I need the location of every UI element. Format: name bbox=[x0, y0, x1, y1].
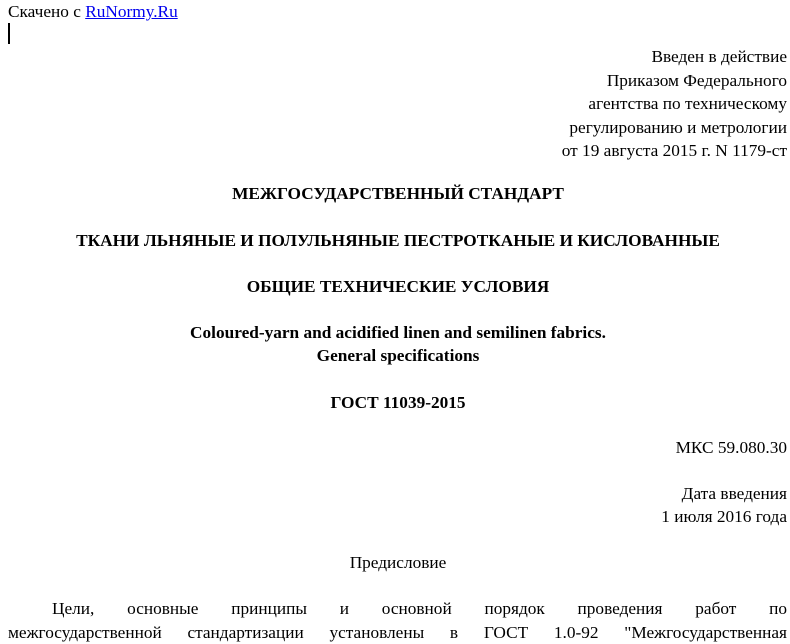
preface-paragraph bbox=[8, 597, 787, 644]
intro-date-block bbox=[661, 482, 787, 528]
standard-kind: МЕЖГОСУДАРСТВЕННЫЙ СТАНДАРТ bbox=[0, 182, 790, 205]
standard-subtitle-ru: ОБЩИЕ ТЕХНИЧЕСКИЕ УСЛОВИЯ bbox=[0, 275, 790, 298]
download-source-prefix: Скачено с bbox=[8, 2, 81, 21]
download-source-line bbox=[8, 0, 178, 23]
text-cursor bbox=[8, 23, 10, 44]
preface-paragraph-line: межгосударственной стандартизации установлены в ГОСТ 1.0-92 "Межгосударственная bbox=[8, 621, 787, 644]
intro-date-value: 1 июля 2016 года bbox=[661, 505, 787, 528]
standard-title-en-line1: Coloured-yarn and acidified linen and semilinen fabrics. bbox=[0, 321, 790, 344]
enactment-line: от 19 августа 2015 г. N 1179-ст bbox=[562, 139, 787, 163]
mks-code: МКС 59.080.30 bbox=[676, 436, 787, 459]
standard-title-ru: ТКАНИ ЛЬНЯНЫЕ И ПОЛУЛЬНЯНЫЕ ПЕСТРОТКАНЫЕ И КИСЛОВАННЫЕ bbox=[0, 229, 790, 252]
runormy-link[interactable]: RuNormy.Ru bbox=[85, 2, 178, 21]
intro-date-label: Дата введения bbox=[661, 482, 787, 505]
enactment-line: Введен в действие bbox=[562, 45, 787, 69]
standard-title-en-line2: General specifications bbox=[0, 344, 790, 367]
enactment-block bbox=[562, 45, 787, 163]
preface-heading: Предисловие bbox=[0, 551, 790, 574]
enactment-line: Приказом Федерального bbox=[562, 69, 787, 93]
enactment-line: агентства по техническому bbox=[562, 92, 787, 116]
standard-code: ГОСТ 11039-2015 bbox=[0, 391, 790, 414]
enactment-line: регулированию и метрологии bbox=[562, 116, 787, 140]
preface-paragraph-line: Цели, основные принципы и основной порядок проведения работ по bbox=[8, 597, 787, 621]
